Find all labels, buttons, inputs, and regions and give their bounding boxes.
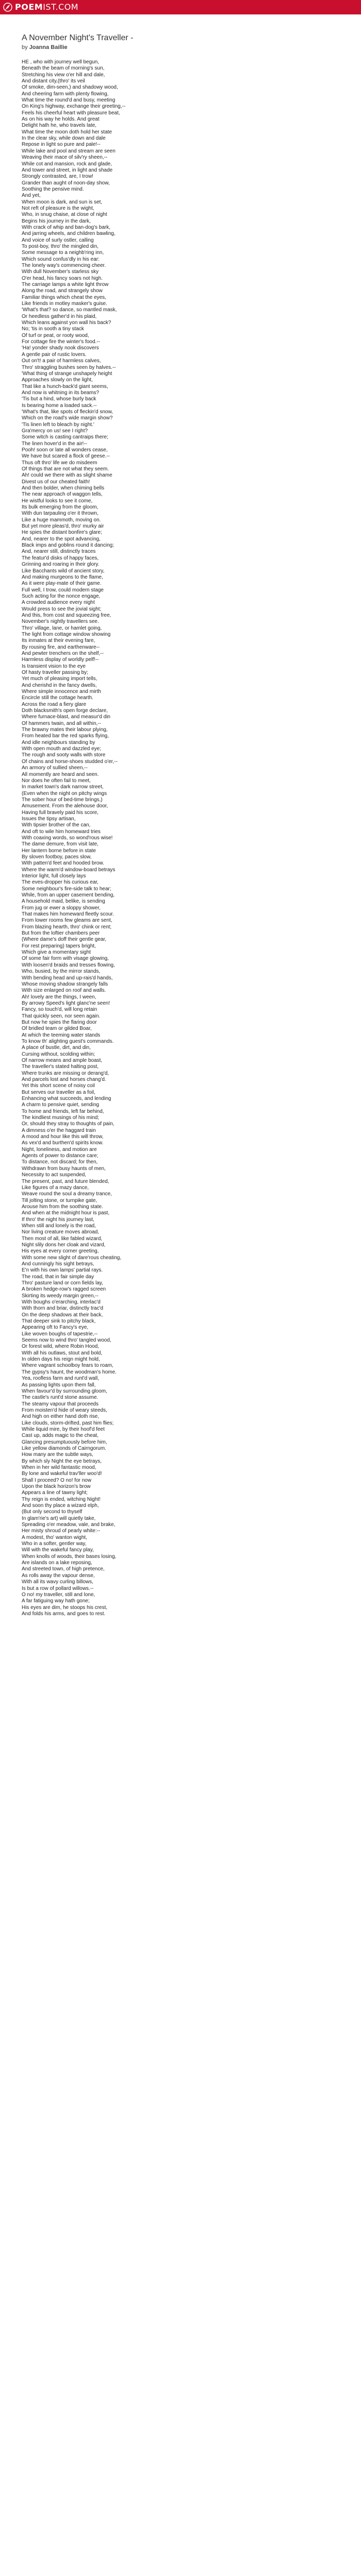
poem-line: That makes him homeward fleetly scour. xyxy=(22,911,114,918)
poem-line: At which the teeming water stands xyxy=(22,1032,101,1038)
poem-line: HE , who with journey well begun, xyxy=(22,59,100,65)
poem-line: In glam'rie's art) will quietly take, xyxy=(22,1515,96,1521)
poem-line: And making murgeons to the flame, xyxy=(22,574,103,580)
poem-line: The sober hour of bed-time brings,) xyxy=(22,796,103,803)
poem-line: Where simple innocence and mirth xyxy=(22,689,101,695)
poem-line: A far fatiguing way hath gone; xyxy=(22,1598,90,1604)
poem-line: When knolls of woods, their bases losing, xyxy=(22,1553,117,1560)
poem-line: Out on't! a pair of harmless calves, xyxy=(22,358,101,364)
poem-line: And then bolder, when chiming bells xyxy=(22,485,105,492)
feather-quill-icon xyxy=(3,3,12,12)
poem-line: As rolls away the vapour dense, xyxy=(22,1572,95,1579)
poem-line: Black imps and goblins round it dancing; xyxy=(22,543,114,549)
poem-line: Is transient vision to the eye xyxy=(22,663,86,669)
poem-line: The dame demure, from visit late, xyxy=(22,841,99,848)
poem-line: Night, loneliness, and motion are xyxy=(22,1146,97,1153)
poem-line: Night slily dons her cloak and vizard, xyxy=(22,1242,106,1248)
poem-line: Like figures of a mazy dance, xyxy=(22,1184,89,1191)
poem-line: Of some fair form with visage glowing, xyxy=(22,956,109,962)
poem-line: For rest preparing) tapers bright, xyxy=(22,943,96,949)
poem-line: The linen hover'd in the air!-- xyxy=(22,440,87,447)
poem-line: Fancy, so touch'd, will long retain xyxy=(22,1007,97,1013)
poem-line: By lone and wakeful trav'ller woo'd! xyxy=(22,1471,102,1477)
poem-line: Of narrow means and ample boast, xyxy=(22,1057,103,1063)
poem-line: Thro' pasture land or corn fields lay, xyxy=(22,1280,103,1286)
poem-line: The light from cottage window showing xyxy=(22,631,111,637)
poem-line: That quickly seen, nor seen again. xyxy=(22,1013,101,1019)
poem-line: Then most of all, like fabled wizard, xyxy=(22,1235,103,1242)
poem-line: The steamy vapour that proceeds xyxy=(22,1401,99,1407)
poem-line: By rousing fire, and earthenware-- xyxy=(22,644,100,650)
poem-line: But yet more pleas'd, thro' murky air xyxy=(22,523,104,530)
poem-line: While liquid mire, by their hoof'd feet xyxy=(22,1426,105,1432)
poem-line: The castle's runt'd stone assume. xyxy=(22,1395,99,1401)
poem-line: Along the road, and strangely show xyxy=(22,288,103,294)
poem-line: Soothing the pensive mind. xyxy=(22,186,84,192)
poem-line: No; 'tis in sooth a tiny stack xyxy=(22,326,84,332)
poem-line: From moisten'd hide of weary steeds, xyxy=(22,1407,107,1413)
poem-line: Is bearing home a loaded sack.-- xyxy=(22,402,97,409)
poem-line: From heated bar the red sparks flying, xyxy=(22,733,109,739)
poem-line: Her lantern borne before in state xyxy=(22,848,96,854)
poem-line: O'er head, his fancy soars not high. xyxy=(22,275,103,281)
poem-line: Glancing presumptuously before him, xyxy=(22,1439,107,1445)
poem-line: When in her wild fantastic mood, xyxy=(22,1464,96,1470)
poem-line: By which sly Night the eye betrays, xyxy=(22,1458,102,1464)
poem-author[interactable]: Joanna Baillie xyxy=(29,44,68,50)
poem-line: Where trunks are missing or derang'd, xyxy=(22,1070,109,1076)
poem-line: With open mouth and dazzled eye; xyxy=(22,746,101,752)
poem-line: And jarring wheels, and children bawling, xyxy=(22,231,116,237)
poem-title: A November Night's Traveller - xyxy=(22,33,134,42)
poem-line: (Where dame's doff their gentle gear, xyxy=(22,937,107,943)
poem-line: Encircle still the cottage hearth. xyxy=(22,695,93,701)
poem-line: Which sound confus'dly in his ear: xyxy=(22,256,100,262)
poem-line: Or heedless gather'd in his plaid, xyxy=(22,313,97,319)
poem-line: As it were play-mate of their game. xyxy=(22,581,102,587)
poem-line: Its inmates at their evening fare, xyxy=(22,638,95,644)
poem-line: With all its wavy curling billows, xyxy=(22,1579,93,1585)
poem-line: Necessity to act suspended, xyxy=(22,1172,87,1178)
poem-line: Familiar things which cheat the eyes, xyxy=(22,294,106,300)
poem-line: His eyes at every corner greeting, xyxy=(22,1248,99,1255)
poem-line: Some witch is casting cantraips there; xyxy=(22,434,108,440)
poem-line: Like woven boughs of tapestrie,-- xyxy=(22,1331,98,1337)
poem-line: A charm to pensive quiet, sending xyxy=(22,1102,100,1108)
poem-line: And idle neighbours standing by xyxy=(22,739,95,745)
poem-line: The featur'd disks of happy faces, xyxy=(22,555,99,561)
poem-line: Like a huge mammoth, moving on. xyxy=(22,517,101,523)
poem-line: Of turf or peat, or rooty wood, xyxy=(22,332,89,338)
poem-line: With dull November's starless sky xyxy=(22,269,99,275)
poem-line: A broken hedge-row's ragged screen xyxy=(22,1286,106,1293)
poem-line: Ah! lovely are the things, I ween, xyxy=(22,994,96,1000)
poem-line: As passing lights upon them fall, xyxy=(22,1382,96,1388)
poem-line: Where the warm'd window-board betrays xyxy=(22,867,116,873)
poem-line: Appearing oft to Fancy's eye, xyxy=(22,1325,89,1331)
poem-line: Weaving their mace of silv'ry sheen,-- xyxy=(22,155,108,161)
poem-line: The carriage lamps a white light throw xyxy=(22,282,109,288)
poem-line: Amusement. From the alehouse door, xyxy=(22,803,108,809)
poem-line: Across the road a fiery glare xyxy=(22,701,87,707)
poem-line: Like clouds, storm-drifted, past him flies; xyxy=(22,1420,114,1426)
poem-line: And when at the midnight hour is past, xyxy=(22,1210,110,1216)
poem-line: 'Ha! yonder shady nook discovers xyxy=(22,345,99,351)
poem-line: In the clear sky, while down and dale xyxy=(22,135,106,142)
poem-line: Delight hath he, who travels late, xyxy=(22,123,97,129)
poem-body xyxy=(22,59,310,1617)
poem-line: Full well, I trow, could modern stage xyxy=(22,587,104,593)
poem-line: The near approach of waggon tells, xyxy=(22,492,103,498)
poem-line: On King's highway, exchange their greeting,-- xyxy=(22,104,126,110)
poem-line: Begins his journey in the dark, xyxy=(22,218,91,224)
poem-line: Who in a softer, gentler way, xyxy=(22,1541,87,1547)
poem-line: O no! my traveller, still and lone, xyxy=(22,1591,95,1598)
poem-line: Of smoke, dim-seen,) and shadowy wood, xyxy=(22,84,118,91)
poem-line: Spreading o'er meadow, vale, and brake, xyxy=(22,1522,116,1528)
poem-line: The rough and sooty walls with store xyxy=(22,752,106,758)
poem-line: To know th' alighting guest's commands. xyxy=(22,1038,114,1044)
poem-line: Arouse him from the soothing state. xyxy=(22,1204,103,1210)
poem-line: Upon the black horizon's brow xyxy=(22,1484,91,1489)
poem-line: Having full bravely paid his score, xyxy=(22,809,99,816)
poem-line: When moon is dark, and sun is set, xyxy=(22,199,103,205)
poem-line: All momently are heard and seen. xyxy=(22,771,99,777)
by-label: by xyxy=(22,44,28,50)
poem-line: Till jolting stone, or turnpike gate, xyxy=(22,1197,97,1204)
poem-line: Yea, roofless farm and runt'd wall, xyxy=(22,1376,99,1382)
poem-line: Is but a row of pollard willows.-- xyxy=(22,1585,94,1591)
poem-line: A dimness o'er the haggard train xyxy=(22,1127,96,1133)
poem-line: Repose in light so pure and pale!-- xyxy=(22,142,101,148)
poem-line: With bending head and up-rais'd hands, xyxy=(22,975,113,981)
logo-text-suffix: IST.COM xyxy=(43,2,79,12)
site-header xyxy=(0,0,361,14)
poem-line: A modest, tho' wanton wight, xyxy=(22,1534,87,1540)
poem-line: And oft to wile him homeward tries xyxy=(22,828,101,835)
poem-line: Agents of power to distance care; xyxy=(22,1153,99,1159)
poem-line: Enhancing what succeeds, and lending xyxy=(22,1096,111,1102)
poem-line: But now he spies the flaring door xyxy=(22,1019,97,1025)
poem-line: November's nightly travellers see. xyxy=(22,619,99,625)
poem-line: Gra'mercy on us! see I right? xyxy=(22,428,88,434)
poem-line: Of hammers twain, and all within,-- xyxy=(22,720,101,726)
site-logo[interactable] xyxy=(3,2,78,12)
poem-line: Who, in snug chaise, at close of night xyxy=(22,212,107,218)
poem-line: Thro' straggling bushes seen by halves.-- xyxy=(22,364,116,370)
poem-line: And cherishd in the fancy dwells, xyxy=(22,682,97,688)
poem-line: To distance, not discard; for then, xyxy=(22,1159,98,1165)
poem-line: Not reft of pleasure is the wight, xyxy=(22,205,94,211)
poem-line: Thy reign is ended, witching Night! xyxy=(22,1496,101,1502)
poem-line: A household maid, belike, is sending xyxy=(22,899,105,905)
poem-line: And yet, xyxy=(22,193,41,199)
poem-line: He spies the distant bonfire's glare; xyxy=(22,530,102,536)
poem-line: Cast up, adds magic to the cheat, xyxy=(22,1433,99,1439)
poem-line: Nor living creature moves abroad, xyxy=(22,1229,100,1235)
poem-line: Are islands on a lake reposing, xyxy=(22,1560,92,1566)
poem-line: E'n with his own lamps' partial rays. xyxy=(22,1267,103,1274)
poem-line: And streeted town, of high pretence, xyxy=(22,1566,105,1572)
poem-line: That like a hunch-back'd giant seems, xyxy=(22,383,108,389)
poem-line: From lower rooms few gleams are sent, xyxy=(22,918,112,924)
poem-byline xyxy=(22,44,310,51)
poem-line: With dun tarpauling o'er it thrown, xyxy=(22,511,99,517)
poem-line: 'What's that? so dance, so mantled mask, xyxy=(22,307,117,313)
poem-line: When favour'd by surrounding gloom, xyxy=(22,1388,107,1394)
poem-line: And soon thy place a wizard elph, xyxy=(22,1503,99,1509)
poem-line: A mood and hour like this will throw, xyxy=(22,1134,104,1140)
poem-line: And cheering farm with plenty flowing, xyxy=(22,91,109,97)
poem-line: Yet much of pleasing import tells, xyxy=(22,676,97,682)
poem-line: But serves our traveller as a foil, xyxy=(22,1089,95,1095)
poem-line: With some new slight of dare'rous cheating, xyxy=(22,1255,122,1261)
poem-line: Like friends in motley masker's guise. xyxy=(22,301,107,307)
poem-line: Nor does he often fail to meet, xyxy=(22,777,91,784)
poem-line: And voice of surly ostler, calling xyxy=(22,237,94,243)
poem-line: Shall I proceed? O no! for now xyxy=(22,1477,92,1483)
poem-line: And parcels lost and horses chang'd. xyxy=(22,1077,106,1082)
poem-line: Thus oft thro' life we do misdeem xyxy=(22,460,97,466)
poem-line: Appears a line of tawny light; xyxy=(22,1490,88,1496)
poem-line: Strongly contrasted, are, I trow! xyxy=(22,174,93,180)
poem-line: With boughs o'erarching, interlac'd xyxy=(22,1299,101,1306)
poem-line: And cunningly his sight betrays, xyxy=(22,1261,94,1267)
poem-line: His eyes are dim, he stoops his crest, xyxy=(22,1604,108,1611)
poem-line: Who, busied, by the mirror stands, xyxy=(22,969,101,975)
poem-line: Of bridled team or gilded Boar, xyxy=(22,1026,92,1032)
poem-line: 'Tis linen left to bleach by night.' xyxy=(22,421,94,428)
poem-line: Thro' village, lane, or hamlet going, xyxy=(22,625,102,631)
poem-line: But from the loftier chambers peer xyxy=(22,930,100,937)
poem-line: Whose moving shadow strangely falls xyxy=(22,981,108,987)
poem-line: Cursing without, scolding within; xyxy=(22,1051,95,1057)
poem-line: On the deep shadows at their back, xyxy=(22,1312,103,1318)
poem-line: With crack of whip and ban-dog's bark, xyxy=(22,224,110,230)
poem-line: And high on either hand doth rise, xyxy=(22,1414,100,1420)
logo-text-prefix: POEM xyxy=(15,2,43,12)
poem-line: Of things that are not what they seem. xyxy=(22,466,109,472)
poem-line: Grander than aught of noon-day show, xyxy=(22,180,110,186)
poem-line: What time the round'd and busy, meeting xyxy=(22,97,116,104)
poem-line: Ah! could we there with as slight shame xyxy=(22,472,112,479)
poem-line: Skirting its weedy margin green,-- xyxy=(22,1293,99,1299)
poem-line: Of hasty traveller passing by; xyxy=(22,670,88,675)
poem-line: What time the moon doth hold her state xyxy=(22,129,112,135)
poem-line: Like Bacchants wild of ancient story, xyxy=(22,568,105,574)
poem-line: Such acting for the nonce engage, xyxy=(22,593,101,599)
poem-line: And distant city,(thro' its veil xyxy=(22,78,85,84)
poem-line: Where vagrant schoolboy fears to roam, xyxy=(22,1363,113,1369)
poem-line: With patten'd feet and hooded brow. xyxy=(22,860,104,867)
poem-line: Pooh! soon or late all wonders cease, xyxy=(22,447,108,453)
poem-line: Interior light, full closely lays xyxy=(22,873,86,879)
poem-line: As vex'd and burthen'd spirits know. xyxy=(22,1140,104,1146)
poem-line: With thorn and briar, distinctly trac'd xyxy=(22,1306,104,1312)
poem-line: The present, past, and future blended, xyxy=(22,1178,109,1184)
poem-line: The gypsy's haunt, the woodman's home. xyxy=(22,1369,117,1375)
poem-line: In olden days his reign might hold, xyxy=(22,1357,100,1363)
poem-line: The brawny mates their labour plying, xyxy=(22,727,108,733)
poem-line: With tipsier brother of the can, xyxy=(22,822,91,828)
poem-line: To post-boy, thro' the mingled din, xyxy=(22,243,99,249)
poem-line: Her misty shroud of pearly white:-- xyxy=(22,1528,101,1534)
poem-line: We have but scared a flock of geese.-- xyxy=(22,453,110,460)
poem-line: Which on the road's wide margin show? xyxy=(22,415,113,421)
poem-line: Which leans against yon wall his back? xyxy=(22,320,111,326)
poem-line: The road, that in fair simple day xyxy=(22,1274,94,1280)
poem-line: Of chains and horse-shoes studded o'er,-- xyxy=(22,758,118,765)
poem-line: Divest us of our cheated faith! xyxy=(22,479,90,485)
poem-line: The lonely way's commencing cheer. xyxy=(22,263,106,268)
poem-line: And folds his arms, and goes to rest. xyxy=(22,1611,106,1617)
poem-line: Withdrawn from busy haunts of men, xyxy=(22,1165,106,1172)
poem-line: That deeper sink to pitchy black, xyxy=(22,1318,96,1325)
poem-line: From jug or ewer a sloppy shower, xyxy=(22,905,101,911)
poem-line: In market town's dark narrow street, xyxy=(22,784,104,790)
poem-line: And tower and street, in light and shade xyxy=(22,167,113,173)
poem-line: An armory of sullied sheen,-- xyxy=(22,765,88,771)
poem-line: Beneath the beam of morning's sun, xyxy=(22,65,105,72)
poem-line: And, nearer still, distinctly traces xyxy=(22,549,96,555)
poem-line: While lake and pool and stream are seen xyxy=(22,148,116,154)
poem-line: Which give a momentary sight xyxy=(22,950,91,956)
poem-line: Issues the tipsy artisan, xyxy=(22,816,76,822)
poem-line: Seems now to wind thro' tangled wood, xyxy=(22,1337,111,1344)
poem-line: While, from an upper casement bending, xyxy=(22,892,115,899)
poem-line: To home and friends, left far behind, xyxy=(22,1108,104,1114)
poem-line: By sloven footboy, paces slow, xyxy=(22,854,92,860)
poem-line: With coaxing words, so wond'rous wise! xyxy=(22,835,113,841)
poem-line: (Even when the night on pitchy wings xyxy=(22,790,107,796)
poem-line: Yet this short scene of noisy coil xyxy=(22,1083,95,1089)
poem-line: 'Tis but a hind, whose burly back xyxy=(22,396,96,402)
poem-line: The eves-dropper his curious ear, xyxy=(22,879,99,886)
poem-line: Weave round the soul a dreamy trance, xyxy=(22,1191,112,1197)
poem-line: While cot and mansion, rock and glade, xyxy=(22,161,112,167)
poem-line: As on his way he holds. And great xyxy=(22,116,100,123)
poem-line: By arrowy Speed's light glanc'ne seen! xyxy=(22,1000,110,1006)
poem-line: The kindliest musings of his mind; xyxy=(22,1115,100,1121)
poem-line: 'What's that, like spots of fleckin'd snow, xyxy=(22,409,113,415)
poem-line: Some neighbour's fire-side talk to hear; xyxy=(22,886,111,892)
poem-line: When still and lonely is the road, xyxy=(22,1223,96,1229)
poem-line: With size enlarged on roof and walls. xyxy=(22,988,106,994)
poem-line: A gentle pair of rustic lovers. xyxy=(22,351,87,358)
poem-line: 'What thing of strange unshapely height xyxy=(22,370,112,377)
poem-line: Harmless display of worldly pelf!-- xyxy=(22,657,99,663)
poem-line: Like yellow diamonds of Cairngorum. xyxy=(22,1445,106,1451)
poem-line: Its bulk emerging from the gloom, xyxy=(22,504,99,511)
poem-line: From blazing hearth, thro' chink or rent; xyxy=(22,924,112,930)
poem-line: Feels his cheerful heart with pleasure beat, xyxy=(22,110,120,116)
poem-line: Stretching his view o'er hill and dale, xyxy=(22,72,105,78)
poem-line: Or, should they stray to thoughts of pain, xyxy=(22,1121,114,1127)
poem-line: Will with the wakeful fancy play, xyxy=(22,1547,94,1553)
poem-line: He wistful looks to see it come, xyxy=(22,498,93,504)
poem-line: Doth blacksmith's open forge declare, xyxy=(22,708,108,714)
poem-line: The traveller's stated halting post, xyxy=(22,1064,99,1070)
poem-line: Approaches slowly on the light, xyxy=(22,377,93,383)
poem-line: A place of bustle, dirt, and din, xyxy=(22,1045,91,1051)
poem-line: With all his outlaws, stout and bold, xyxy=(22,1350,103,1356)
poem-line: Or forest wild, where Robin Hood, xyxy=(22,1344,100,1350)
poem-line: Would press to see the jovial sight; xyxy=(22,606,102,612)
poem-content xyxy=(22,33,310,1617)
poem-line: How many are the subtle ways, xyxy=(22,1452,93,1458)
poem-line: Where furnace-blast, and measur'd din xyxy=(22,714,110,720)
poem-line: And pewter trenchers on the shelf,-- xyxy=(22,650,104,656)
poem-line: (But only second to thyself xyxy=(22,1509,83,1515)
poem-line: And, nearer to the spot advancing, xyxy=(22,536,101,542)
poem-line: For cottage fire the winter's food.-- xyxy=(22,339,100,345)
poem-line: A crowded audience every night xyxy=(22,600,95,606)
poem-line: And now is whitning in its beams? xyxy=(22,389,100,396)
poem-line: With loosen'd braids and tresses flowing, xyxy=(22,962,115,968)
poem-line: Grinning and roaring in their glory. xyxy=(22,562,100,568)
poem-line: And this, from cost and squeezing free, xyxy=(22,612,111,618)
poem-line: Some message to a neighb'ring inn, xyxy=(22,250,104,256)
poem-line: If thro' the night his journey last, xyxy=(22,1216,94,1223)
